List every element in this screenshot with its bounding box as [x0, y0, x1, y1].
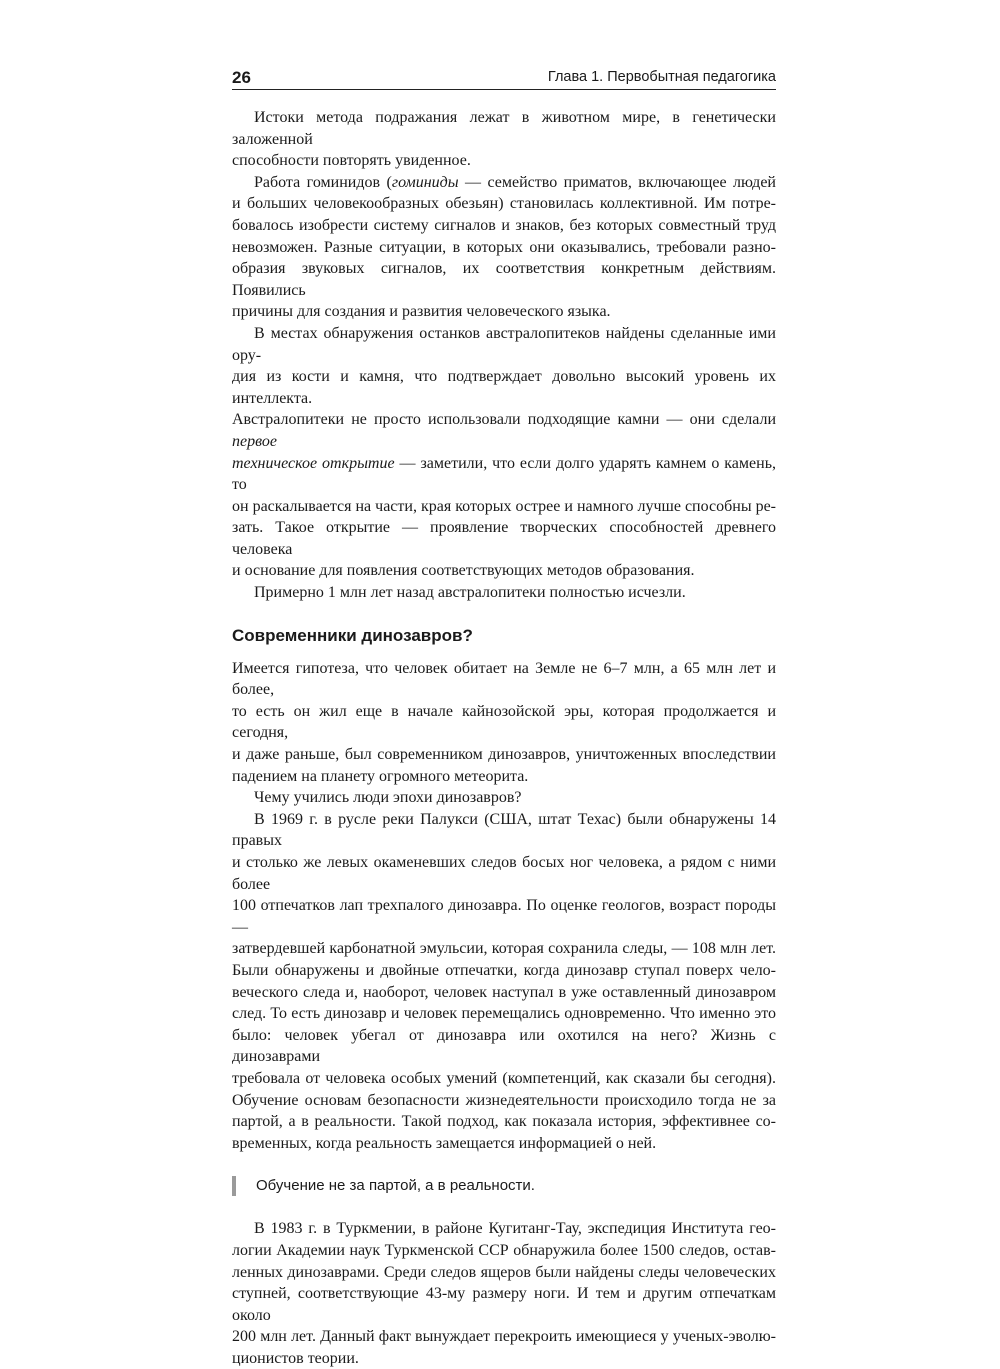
paragraph-question [232, 787, 776, 809]
header-rule [232, 89, 776, 90]
text-line: Работа гоминидов (гоминиды — семейство приматов, включающее людей [254, 173, 776, 191]
text-line: Австралопитеки не просто использовали подходящие камни — они сделали первое [232, 411, 776, 450]
text-line: партой, а в реальности. Такой подход, как показала история, эффективнее со- [232, 1113, 776, 1131]
text-line: 100 отпечатков лап трехпалого динозавра. По оценке геологов, возраст породы — [232, 897, 776, 936]
text-line: В 1969 г. в русле реки Палукси (США, штат Техас) были обнаружены 14 правых [232, 810, 776, 850]
text-line: техническое открытие — заметили, что если долго ударять камнем о камень, то [232, 454, 776, 494]
page-header [232, 64, 776, 88]
text-line: то есть он жил еще в начале кайнозойской эры, которая продолжается и сегодня, [232, 702, 776, 742]
paragraph-australopithecus [232, 323, 776, 582]
text-line: и даже раньше, был современником динозавров, уничтоженных впоследствии [232, 746, 776, 764]
text-line: веческого следа и, наоборот, человек наступал в уже оставленный динозавром [232, 983, 776, 1001]
text-line: логии Академии наук Туркменской ССР обнаружила более 1500 следов, остав- [232, 1241, 776, 1259]
term-hominids: гоминиды [391, 173, 459, 191]
text-line: образия звуковых сигналов, их соответствия конкретным действиям. Появились [232, 260, 776, 299]
pull-quote-text: Обучение не за партой, а в реальности. [256, 1177, 535, 1195]
text-line: он раскалывается на части, края которых острее и намного лучше способны ре- [232, 497, 776, 515]
page-body [232, 107, 776, 1369]
text-line: Были обнаружены и двойные отпечатки, когда динозавр ступал поверх чело- [232, 961, 776, 979]
term-first: первое [232, 432, 277, 450]
paragraph-imitation-origins [232, 107, 776, 172]
text-line: бовалось изобрести систему сигналов и знаков, без которых совместный труд [232, 216, 776, 234]
text-line: ступней, соответствующие 43-му размеру ноги. И тем и другим отпечаткам около [232, 1285, 776, 1324]
text-line: требовала от человека особых умений (компетенций, как сказали бы сегодня). [232, 1069, 776, 1087]
text-line: способности повторять увиденное. [232, 152, 471, 170]
paragraph-paluxy [232, 809, 776, 1155]
text-line: падением на планету огромного метеорита. [232, 767, 529, 785]
paragraph-hypothesis [232, 658, 776, 788]
paragraph-extinction [232, 582, 776, 604]
quote-bar [232, 1176, 236, 1196]
text-line: зать. Такое открытие — проявление творческих способностей древнего человека [232, 519, 776, 558]
pull-quote [232, 1174, 776, 1198]
text-line: В местах обнаружения останков австралопитеков найдены сделанные ими ору- [232, 324, 776, 364]
section-title: Современники динозавров? [232, 625, 473, 645]
running-head: Глава 1. Первобытная педагогика [547, 69, 776, 85]
text-line: было: человек убегал от динозавра или охотился на него? Жизнь с динозаврами [232, 1026, 776, 1066]
text-line: Истоки метода подражания лежат в животном мире, в генетически заложенной [232, 109, 776, 148]
text-line: Чему учились люди эпохи динозавров? [254, 789, 522, 807]
text-line: ционистов теории. [232, 1349, 359, 1367]
text-line: Имеется гипотеза, что человек обитает на Земле не 6–7 млн, а 65 млн лет и более, [232, 659, 776, 699]
text-line: и больших человекообразных обезьян) становилась коллективной. Им потре- [232, 195, 776, 213]
text-line: 200 млн лет. Данный факт вынуждает перекроить имеющиеся у ученых-эволю- [232, 1328, 776, 1346]
text-line: след. То есть динозавр и человек перемещались одновременно. Что именно это [232, 1005, 776, 1023]
paragraph-hominids [232, 172, 776, 323]
text-line: Обучение основам безопасности жизнедеятельности происходило тогда не за [232, 1091, 776, 1109]
text-line: невозможен. Разные ситуации, в которых они оказывались, требовали разно- [232, 238, 776, 256]
text-line: и столько же левых окаменевших следов босых ног человека, а рядом с ними более [232, 854, 776, 893]
paragraph-turkmenia [232, 1218, 776, 1369]
term-technical-discovery: техническое открытие [232, 454, 395, 472]
text-line: временных, когда реальность замещается информацией о ней. [232, 1134, 657, 1152]
page-number: 26 [232, 68, 251, 87]
text-line: В 1983 г. в Туркмении, в районе Кугитанг-Тау, экспедиция Института гео- [254, 1220, 776, 1238]
text-line: затвердевшей карбонатной эмульсии, которая сохранила следы, — 108 млн лет. [232, 940, 776, 958]
text-line: и основание для появления соответствующих методов образования. [232, 562, 695, 580]
text-line: ленных динозаврами. Среди следов ящеров были найдены следы человеческих [232, 1263, 776, 1281]
text-line: дия из кости и камня, что подтверждает довольно высокий уровень их интеллекта. [232, 368, 776, 407]
text-line: Примерно 1 млн лет назад австралопитеки полностью исчезли. [254, 584, 686, 602]
text-line: причины для создания и развития человеческого языка. [232, 303, 611, 321]
